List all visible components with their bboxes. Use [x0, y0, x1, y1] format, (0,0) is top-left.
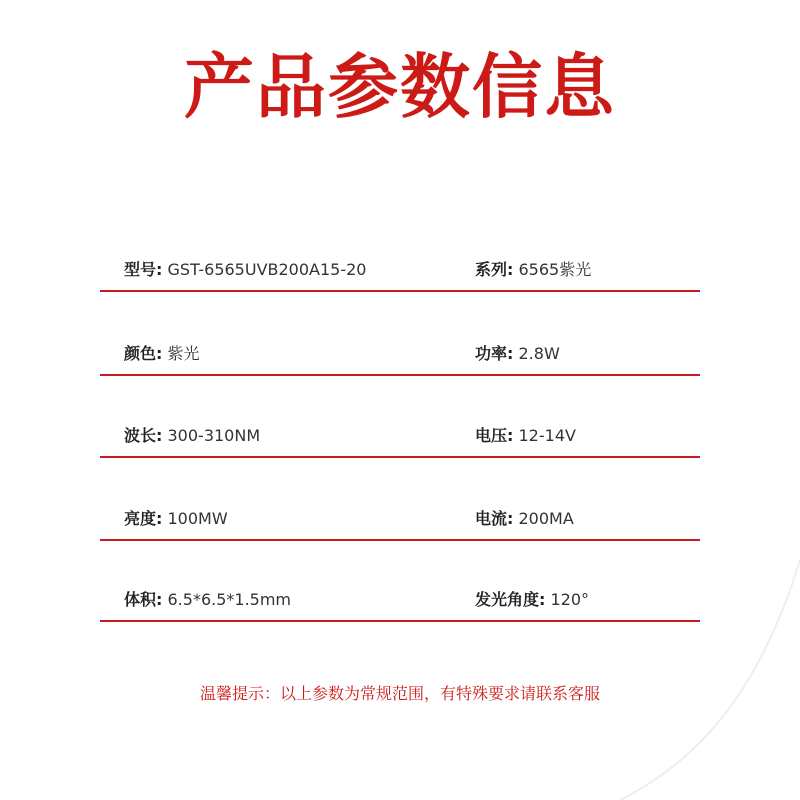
spec-item-current [475, 499, 574, 539]
spec-item-wavelength [124, 416, 260, 456]
spec-value: 100MW [167, 509, 228, 528]
spec-value: 紫光 [167, 344, 200, 363]
spec-item-power [475, 334, 560, 374]
spec-label: 体积: [124, 590, 163, 609]
spec-value: 200MA [518, 509, 574, 528]
spec-value: 12-14V [518, 426, 576, 445]
spec-item-voltage [475, 416, 576, 456]
page-title: 产品参数信息 [184, 46, 616, 128]
spec-value: 6565紫光 [518, 260, 592, 279]
spec-label: 波长: [124, 426, 163, 445]
spec-label: 颜色: [124, 344, 163, 363]
spec-value: 120° [550, 590, 590, 609]
spec-item-brightness [124, 499, 228, 539]
spec-item-model [124, 250, 366, 290]
spec-row [100, 250, 700, 292]
spec-row [100, 499, 700, 541]
spec-row [100, 416, 700, 458]
spec-value: 6.5*6.5*1.5mm [167, 590, 292, 609]
spec-item-angle [475, 580, 589, 620]
spec-label: 功率: [475, 344, 514, 363]
spec-value: 2.8W [518, 344, 560, 363]
spec-label: 电流: [475, 509, 514, 528]
spec-value: 300-310NM [167, 426, 261, 445]
spec-row [100, 334, 700, 376]
spec-row [100, 580, 700, 622]
spec-item-size [124, 580, 291, 620]
spec-label: 发光角度: [475, 590, 546, 609]
spec-value: GST-6565UVB200A15-20 [167, 260, 367, 279]
spec-item-color [124, 334, 200, 374]
spec-label: 系列: [475, 260, 514, 279]
spec-item-series [475, 250, 591, 290]
spec-label: 亮度: [124, 509, 163, 528]
spec-label: 型号: [124, 260, 163, 279]
notice-text: 温馨提示：以上参数为常规范围，有特殊要求请联系客服 [199, 684, 600, 703]
spec-label: 电压: [475, 426, 514, 445]
